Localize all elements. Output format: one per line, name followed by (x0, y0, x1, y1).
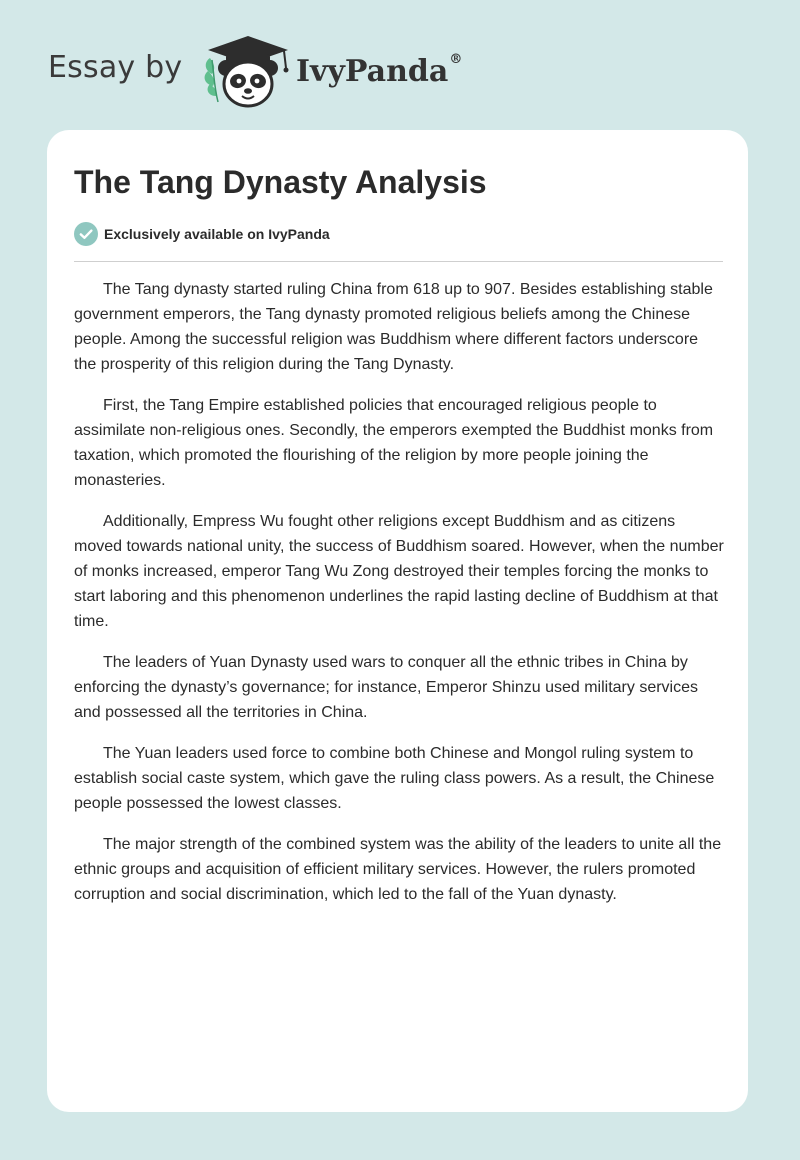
paragraph-2: First, the Tang Empire established policies that encouraged religious people to assimilate non-religious ones. Secondly, the emperors exempted the Buddhist monks from taxation, which promoted the flourishing of the religion by more people joining the monasteries. (74, 397, 714, 489)
essay-by-label: Essay by (48, 50, 183, 85)
article-body (74, 277, 724, 923)
paragraph-5: The Yuan leaders used force to combine both Chinese and Mongol ruling system to establish social caste system, which gave the ruling class powers. As a result, the Chinese people possessed the lowest classes. (74, 745, 715, 812)
essay-card (47, 130, 748, 1112)
brand-name-text: IvyPanda (296, 54, 449, 89)
registered-mark: ® (449, 52, 463, 67)
panda-logo-icon[interactable] (200, 34, 296, 110)
title-divider (74, 261, 723, 262)
site-header (0, 0, 800, 120)
exclusive-badge (74, 222, 330, 246)
paragraph-3: Additionally, Empress Wu fought other religions except Buddhism and as citizens moved towards national unity, the success of Buddhism soared. However, when the number of monks increased, emperor Tang Wu Zong destroyed their temples forcing the monks to start laboring and this phenomenon underlines the rapid lasting decline of Buddhism at that time. (74, 513, 724, 630)
check-circle-icon (74, 222, 98, 246)
paragraph-1: The Tang dynasty started ruling China from 618 up to 907. Besides establishing stable government emperors, the Tang dynasty promoted religious beliefs among the Chinese people. Among the successful religion was Buddhism where different factors underscore the prosperity of this religion during the Tang Dynasty. (74, 281, 713, 373)
paragraph-6: The major strength of the combined system was the ability of the leaders to unite all the ethnic groups and acquisition of efficient military services. However, the rulers promoted corruption and social discrimination, which led to the fall of the Yuan dynasty. (74, 836, 722, 903)
exclusive-badge-text: Exclusively available on IvyPanda (104, 226, 330, 242)
brand-name[interactable] (296, 54, 462, 89)
paragraph-4: The leaders of Yuan Dynasty used wars to conquer all the ethnic tribes in China by enforcing the dynasty’s governance; for instance, Emperor Shinzu used military services and possessed all the territories in China. (74, 654, 699, 721)
page-title: The Tang Dynasty Analysis (74, 164, 487, 200)
